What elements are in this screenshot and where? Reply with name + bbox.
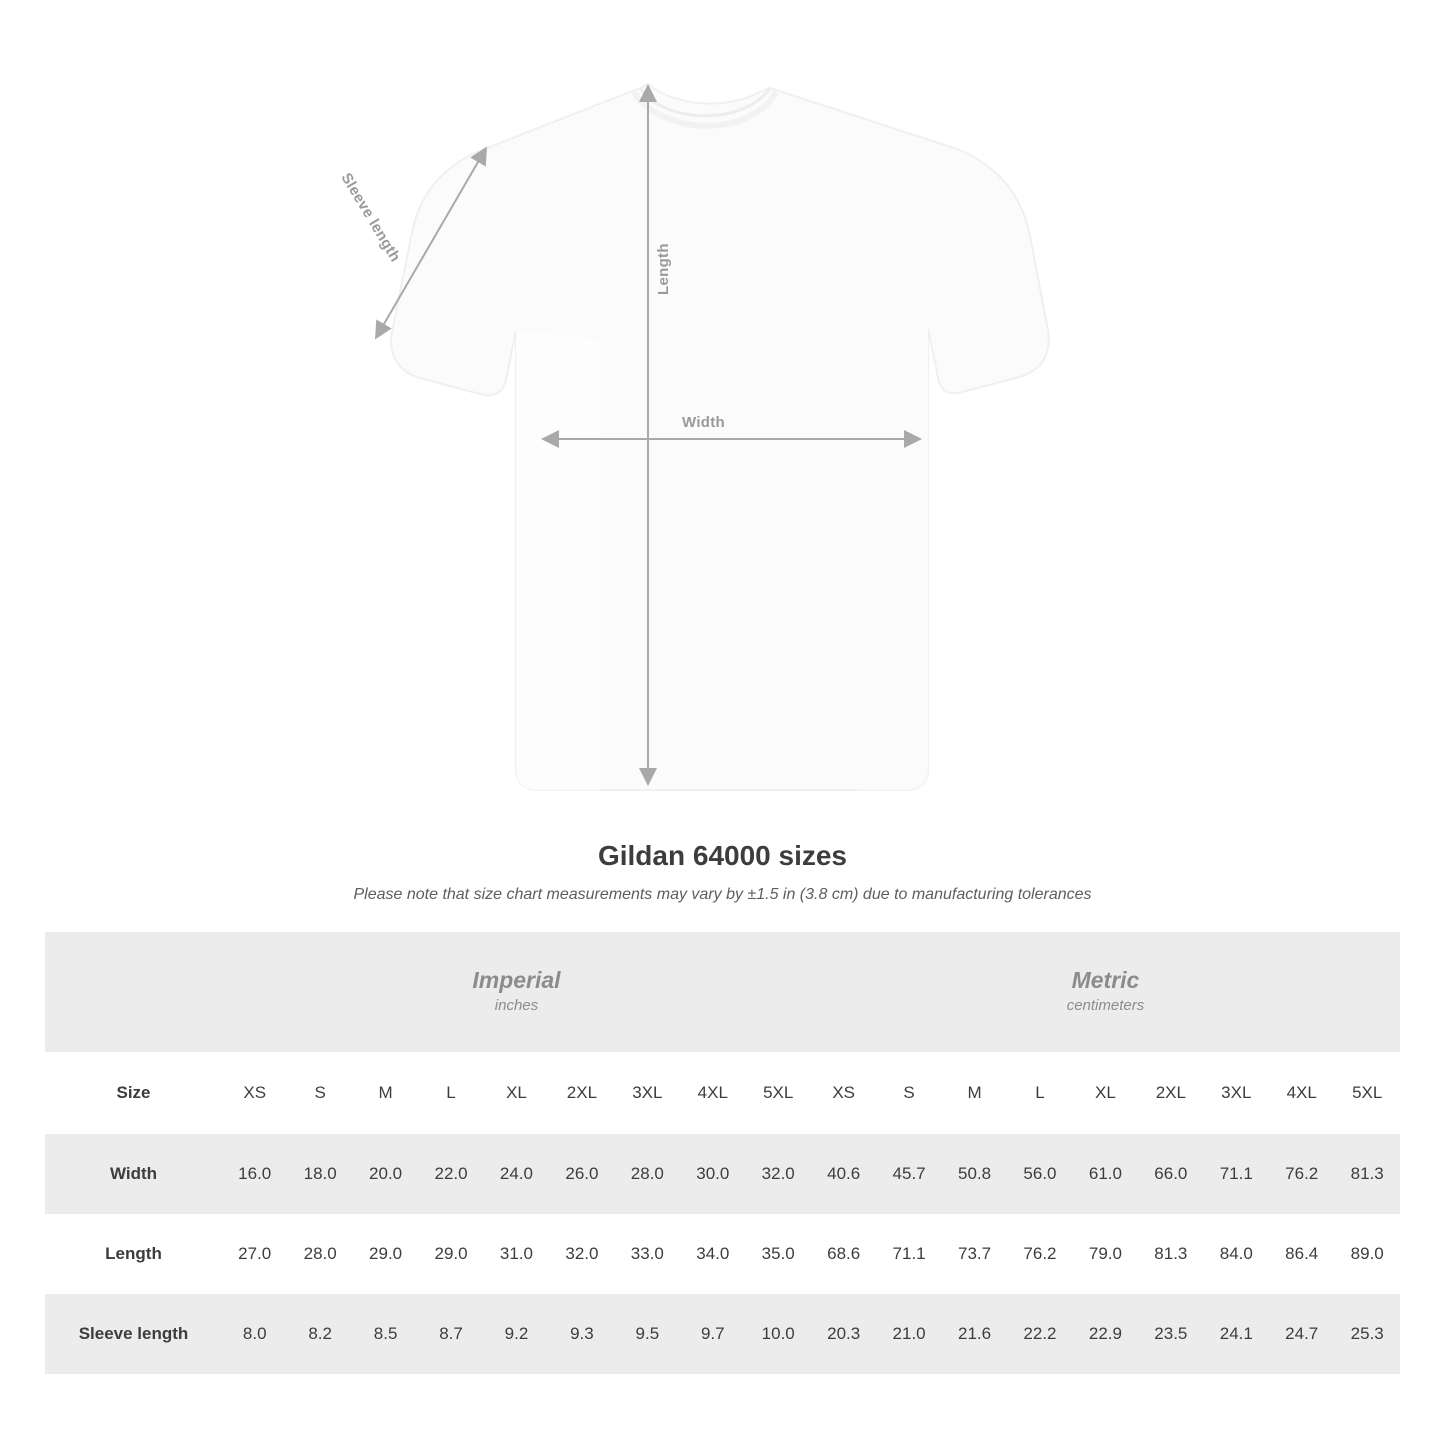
metric-header	[811, 932, 1400, 1052]
size-header-cell: 3XL	[615, 1052, 680, 1134]
table-cell: 8.2	[287, 1294, 352, 1374]
size-header-row	[45, 1052, 1400, 1134]
imperial-subtitle: inches	[494, 997, 539, 1015]
table-cell: 33.0	[615, 1214, 680, 1294]
size-header-cell: 2XL	[1138, 1052, 1203, 1134]
table-cell: 23.5	[1138, 1294, 1203, 1374]
table-cell: 31.0	[484, 1214, 549, 1294]
table-row	[45, 1134, 1400, 1214]
imperial-header	[222, 932, 811, 1052]
table-cell: 76.2	[1007, 1214, 1072, 1294]
page-title: Gildan 64000 sizes	[597, 840, 848, 871]
table-cell: 20.3	[811, 1294, 876, 1374]
table-cell: 16.0	[222, 1134, 287, 1214]
table-cell: 35.0	[746, 1214, 811, 1294]
table-cell: 56.0	[1007, 1134, 1072, 1214]
table-cell: 18.0	[287, 1134, 352, 1214]
table-cell: 71.1	[1204, 1134, 1269, 1214]
size-table	[45, 932, 1400, 1374]
table-cell: 89.0	[1334, 1214, 1400, 1294]
table-cell: 22.9	[1073, 1294, 1138, 1374]
table-cell: 21.6	[942, 1294, 1007, 1374]
size-header-cell: 4XL	[1269, 1052, 1334, 1134]
table-cell: 32.0	[746, 1134, 811, 1214]
size-header-cell: XS	[222, 1052, 287, 1134]
table-cell: 22.2	[1007, 1294, 1072, 1374]
row-label: Length	[45, 1214, 222, 1294]
table-cell: 25.3	[1334, 1294, 1400, 1374]
table-cell: 21.0	[876, 1294, 941, 1374]
title-block	[0, 840, 1445, 904]
table-cell: 9.5	[615, 1294, 680, 1374]
table-cell: 28.0	[287, 1214, 352, 1294]
size-row-label: Size	[45, 1052, 222, 1134]
table-cell: 8.5	[353, 1294, 418, 1374]
metric-subtitle: centimeters	[1066, 997, 1145, 1015]
unit-header-row	[45, 932, 1400, 1052]
unit-header-spacer	[45, 932, 222, 1052]
size-header-cell: L	[1007, 1052, 1072, 1134]
metric-title: Metric	[1071, 966, 1140, 993]
size-header-cell: XS	[811, 1052, 876, 1134]
size-header-cell: XL	[484, 1052, 549, 1134]
table-cell: 27.0	[222, 1214, 287, 1294]
size-header-cell: 3XL	[1204, 1052, 1269, 1134]
table-cell: 40.6	[811, 1134, 876, 1214]
table-cell: 28.0	[615, 1134, 680, 1214]
table-cell: 32.0	[549, 1214, 614, 1294]
size-header-cell: M	[942, 1052, 1007, 1134]
size-header-cell: 2XL	[549, 1052, 614, 1134]
table-cell: 24.0	[484, 1134, 549, 1214]
table-cell: 30.0	[680, 1134, 745, 1214]
width-label: Width	[682, 414, 726, 431]
table-cell: 22.0	[418, 1134, 483, 1214]
table-cell: 86.4	[1269, 1214, 1334, 1294]
size-header-cell: XL	[1073, 1052, 1138, 1134]
table-cell: 84.0	[1204, 1214, 1269, 1294]
table-cell: 26.0	[549, 1134, 614, 1214]
table-cell: 34.0	[680, 1214, 745, 1294]
imperial-title: Imperial	[472, 966, 561, 993]
size-header-cell: S	[876, 1052, 941, 1134]
table-cell: 68.6	[811, 1214, 876, 1294]
tolerance-note: Please note that size chart measurements may vary by ±1.5 in (3.8 cm) due to manufacturing tolerances	[353, 886, 1092, 903]
table-cell: 29.0	[353, 1214, 418, 1294]
table-cell: 9.2	[484, 1294, 549, 1374]
table-cell: 9.7	[680, 1294, 745, 1374]
table-cell: 61.0	[1073, 1134, 1138, 1214]
size-header-cell: M	[353, 1052, 418, 1134]
sleeve-length-label: Sleeve length	[337, 170, 404, 265]
size-header-cell: 4XL	[680, 1052, 745, 1134]
row-label: Sleeve length	[45, 1294, 222, 1374]
table-cell: 73.7	[942, 1214, 1007, 1294]
size-header-cell: L	[418, 1052, 483, 1134]
size-table-wrapper	[45, 932, 1400, 1374]
table-cell: 81.3	[1138, 1214, 1203, 1294]
table-cell: 66.0	[1138, 1134, 1203, 1214]
table-cell: 10.0	[746, 1294, 811, 1374]
table-row	[45, 1214, 1400, 1294]
table-cell: 79.0	[1073, 1214, 1138, 1294]
row-label: Width	[45, 1134, 222, 1214]
table-row	[45, 1294, 1400, 1374]
table-cell: 76.2	[1269, 1134, 1334, 1214]
table-cell: 24.7	[1269, 1294, 1334, 1374]
table-cell: 81.3	[1334, 1134, 1400, 1214]
table-cell: 8.0	[222, 1294, 287, 1374]
size-header-cell: S	[287, 1052, 352, 1134]
length-label: Length	[655, 243, 672, 295]
table-cell: 45.7	[876, 1134, 941, 1214]
table-cell: 50.8	[942, 1134, 1007, 1214]
size-header-cell: 5XL	[1334, 1052, 1400, 1134]
size-header-cell: 5XL	[746, 1052, 811, 1134]
table-cell: 20.0	[353, 1134, 418, 1214]
table-cell: 71.1	[876, 1214, 941, 1294]
table-cell: 9.3	[549, 1294, 614, 1374]
table-cell: 29.0	[418, 1214, 483, 1294]
table-cell: 24.1	[1204, 1294, 1269, 1374]
table-cell: 8.7	[418, 1294, 483, 1374]
